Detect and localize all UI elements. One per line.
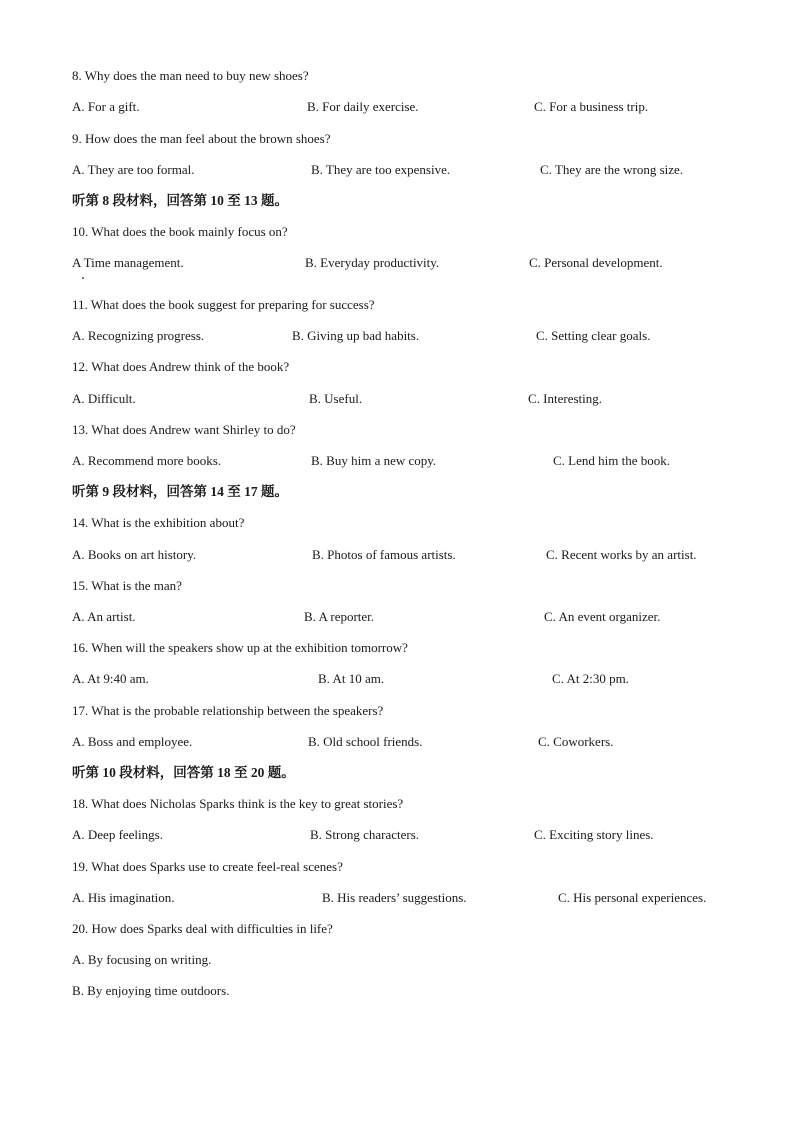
option-15b: B. A reporter.: [304, 609, 375, 624]
option-10c: C. Personal development.: [529, 255, 663, 270]
option-14c: C. Recent works by an artist.: [546, 547, 697, 562]
option-13a: A. Recommend more books.: [72, 453, 222, 468]
section-heading-10: 听第 10 段材料，回答第 18 至 20 题。: [72, 765, 295, 780]
option-9a: A. They are too formal.: [72, 162, 195, 177]
question-14: 14. What is the exhibition about?: [72, 515, 245, 530]
option-9b: B. They are too expensive.: [311, 162, 451, 177]
option-16c: C. At 2:30 pm.: [552, 671, 629, 686]
option-16a: A. At 9:40 am.: [72, 671, 149, 686]
question-11: 11. What does the book suggest for preparing for success?: [72, 297, 375, 312]
question-18: 18. What does Nicholas Sparks think is the key to great stories?: [72, 796, 404, 811]
question-12: 12. What does Andrew think of the book?: [72, 359, 290, 374]
option-20b: B. By enjoying time outdoors.: [72, 983, 230, 998]
option-11b: B. Giving up bad habits.: [292, 328, 420, 343]
option-9c: C. They are the wrong size.: [540, 162, 684, 177]
option-19a: A. His imagination.: [72, 890, 175, 905]
option-12b: B. Useful.: [309, 391, 363, 406]
option-15c: C. An event organizer.: [544, 609, 661, 624]
option-11a: A. Recognizing progress.: [72, 328, 205, 343]
option-14b: B. Photos of famous artists.: [312, 547, 456, 562]
option-11c: C. Setting clear goals.: [536, 328, 651, 343]
stray-dot-mark: [82, 277, 84, 279]
option-19b: B. His readers’ suggestions.: [322, 890, 467, 905]
option-14a: A. Books on art history.: [72, 547, 197, 562]
option-18b: B. Strong characters.: [310, 827, 420, 842]
option-8b: B. For daily exercise.: [307, 99, 419, 114]
section-heading-8: 听第 8 段材料，回答第 10 至 13 题。: [72, 193, 288, 208]
option-12a: A. Difficult.: [72, 391, 136, 406]
question-16: 16. When will the speakers show up at the exhibition tomorrow?: [72, 640, 408, 655]
option-10b: B. Everyday productivity.: [305, 255, 440, 270]
option-20a: A. By focusing on writing.: [72, 952, 212, 967]
question-17: 17. What is the probable relationship between the speakers?: [72, 703, 384, 718]
option-10a: A Time management.: [72, 255, 184, 270]
question-9: 9. How does the man feel about the brown shoes?: [72, 131, 331, 146]
option-17c: C. Coworkers.: [538, 734, 614, 749]
option-8a: A. For a gift.: [72, 99, 140, 114]
question-20: 20. How does Sparks deal with difficulties in life?: [72, 921, 333, 936]
question-8: 8. Why does the man need to buy new shoes?: [72, 68, 309, 83]
option-18c: C. Exciting story lines.: [534, 827, 654, 842]
question-15: 15. What is the man?: [72, 578, 182, 593]
option-17a: A. Boss and employee.: [72, 734, 193, 749]
option-18a: A. Deep feelings.: [72, 827, 163, 842]
option-8c: C. For a business trip.: [534, 99, 649, 114]
option-12c: C. Interesting.: [528, 391, 603, 406]
question-10: 10. What does the book mainly focus on?: [72, 224, 288, 239]
option-19c: C. His personal experiences.: [558, 890, 707, 905]
section-heading-9: 听第 9 段材料，回答第 14 至 17 题。: [72, 484, 288, 499]
option-17b: B. Old school friends.: [308, 734, 423, 749]
option-13b: B. Buy him a new copy.: [311, 453, 437, 468]
question-13: 13. What does Andrew want Shirley to do?: [72, 422, 296, 437]
option-13c: C. Lend him the book.: [553, 453, 670, 468]
option-16b: B. At 10 am.: [318, 671, 385, 686]
option-15a: A. An artist.: [72, 609, 136, 624]
question-19: 19. What does Sparks use to create feel-real scenes?: [72, 859, 343, 874]
